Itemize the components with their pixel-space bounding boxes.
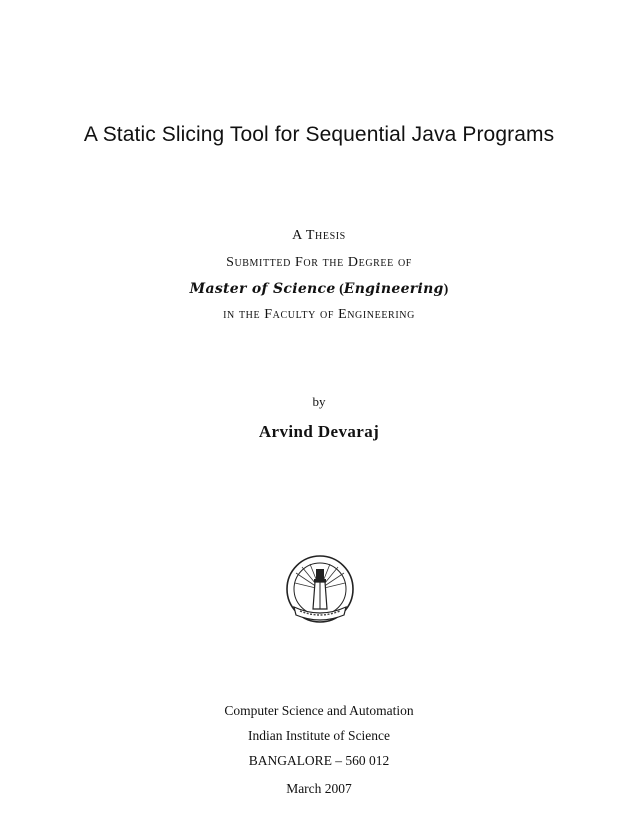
- submitted-for-line: Submitted For the Degree of: [226, 255, 412, 270]
- institute-seal-icon: [284, 553, 356, 625]
- institution-name: Indian Institute of Science: [247, 728, 391, 743]
- by-label: by: [312, 394, 326, 409]
- author-name: Arvind Devaraj: [258, 422, 380, 441]
- thesis-label: A Thesis: [292, 228, 346, 243]
- institution-city: BANGALORE – 560 012: [248, 753, 390, 768]
- department-name: Computer Science and Automation: [224, 703, 414, 718]
- degree-name: Master of Science: [189, 281, 336, 297]
- submission-date: March 2007: [286, 781, 352, 796]
- faculty-line: in the Faculty of Engineering: [223, 307, 415, 322]
- degree-specialization: Engineering: [343, 281, 444, 297]
- thesis-title: A Static Slicing Tool for Sequential Java Programs: [83, 123, 555, 146]
- degree-line: Master of Science (Engineering): [189, 281, 449, 297]
